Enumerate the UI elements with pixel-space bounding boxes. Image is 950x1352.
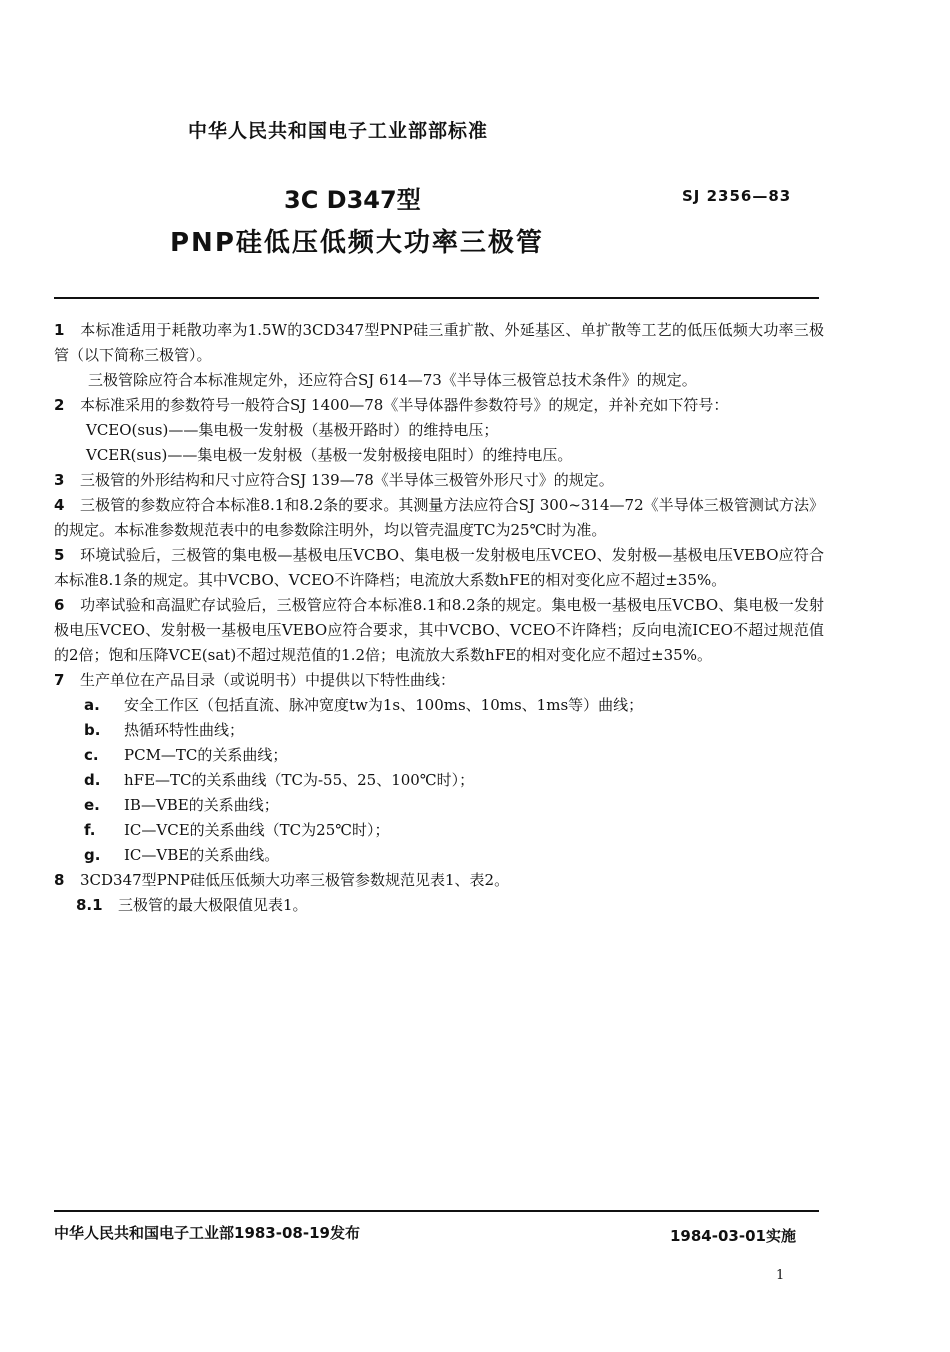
clause-text: 生产单位在产品目录（或说明书）中提供以下特性曲线： — [80, 671, 456, 689]
item-text: IC—VCE的关系曲线（TC为25℃时）； — [124, 821, 390, 839]
clause-number: 8.1 — [76, 896, 103, 914]
clause-1-para-2 — [54, 368, 824, 393]
clause-text: 功率试验和高温贮存试验后，三极管应符合本标准8.1和8.2条的规定。集电极一基极电压VCBO、集电极一发射极电压VCEO、发射极一基极电压VEBO应符合要求，其中VCBO、VCEO不许降档；反向电流ICEO不超过规范值的2倍；饱和压降VCE(sat)不超过规范值的1.2倍；电流放大系数hFE的相对变化应不超过±35%。 — [54, 596, 824, 664]
standard-number: SJ 2356—83 — [682, 187, 792, 205]
clause-text: 三极管的外形结构和尺寸应符合SJ 139—78《半导体三极管外形尺寸》的规定。 — [80, 471, 614, 489]
symbol-definition-1 — [54, 418, 824, 443]
issuer-heading: 中华人民共和国电子工业部部标准 — [188, 120, 489, 142]
clause-8 — [54, 868, 824, 893]
item-text: 安全工作区（包括直流、脉冲宽度tw为1s、100ms、10ms、1ms等）曲线； — [124, 696, 644, 714]
curve-item-f — [54, 818, 824, 843]
item-letter: d. — [84, 771, 101, 789]
curve-item-g — [54, 843, 824, 868]
issue-date: 中华人民共和国电子工业部1983-08-19发布 — [54, 1224, 360, 1242]
title-model: 3C D347型 — [284, 186, 421, 214]
clause-2 — [54, 393, 824, 418]
item-letter: f. — [84, 821, 96, 839]
clause-4 — [54, 493, 824, 543]
page-number: 1 — [776, 1268, 785, 1283]
clause-8-1 — [54, 893, 824, 918]
item-text: hFE—TC的关系曲线（TC为-55、25、100℃时）； — [124, 771, 475, 789]
clause-5 — [54, 543, 824, 593]
item-letter: g. — [84, 846, 101, 864]
clause-number: 8 — [54, 871, 65, 889]
clause-3 — [54, 468, 824, 493]
clause-text: 本标准采用的参数符号一般符合SJ 1400—78《半导体器件参数符号》的规定，并补充如下符号： — [80, 396, 729, 414]
clause-7 — [54, 668, 824, 693]
item-letter: a. — [84, 696, 100, 714]
item-letter: c. — [84, 746, 99, 764]
clause-number: 6 — [54, 596, 65, 614]
curve-item-d — [54, 768, 824, 793]
document-body — [54, 318, 824, 918]
clause-text: 三极管除应符合本标准规定外，还应符合SJ 614—73《半导体三极管总技术条件》的规定。 — [88, 371, 697, 389]
item-text: IC—VBE的关系曲线。 — [124, 846, 280, 864]
effective-date: 1984-03-01实施 — [670, 1227, 796, 1245]
symbol-text: VCER(sus)——集电极一发射极（基极一发射极接电阻时）的维持电压。 — [86, 446, 573, 464]
title-product: PNP硅低压低频大功率三极管 — [170, 228, 544, 258]
curve-item-c — [54, 743, 824, 768]
item-letter: b. — [84, 721, 101, 739]
clause-text: 环境试验后，三极管的集电极—基极电压VCBO、集电极一发射极电压VCEO、发射极—基极电压VEBO应符合本标准8.1条的规定。其中VCBO、VCEO不许降档；电流放大系数hFE的相对变化应不超过±35%。 — [54, 546, 824, 589]
clause-number: 4 — [54, 496, 65, 514]
clause-text: 三极管的最大极限值见表1。 — [118, 896, 308, 914]
clause-text: 3CD347型PNP硅低压低频大功率三极管参数规范见表1、表2。 — [80, 871, 510, 889]
clause-1 — [54, 318, 824, 368]
clause-text: 三极管的参数应符合本标准8.1和8.2条的要求。其测量方法应符合SJ 300~314—72《半导体三极管测试方法》的规定。本标准参数规范表中的电参数除注明外，均以管壳温度TC为25℃时为准。 — [54, 496, 824, 539]
top-rule — [54, 297, 819, 299]
clause-6 — [54, 593, 824, 668]
clause-number: 7 — [54, 671, 65, 689]
clause-number: 3 — [54, 471, 65, 489]
clause-text: 本标准适用于耗散功率为1.5W的3CD347型PNP硅三重扩散、外延基区、单扩散等工艺的低压低频大功率三极管（以下简称三极管）。 — [54, 321, 824, 364]
curve-item-e — [54, 793, 824, 818]
item-text: IB—VBE的关系曲线； — [124, 796, 279, 814]
symbol-text: VCEO(sus)——集电极一发射极（基极开路时）的维持电压； — [86, 421, 499, 439]
item-letter: e. — [84, 796, 100, 814]
clause-number: 5 — [54, 546, 65, 564]
curve-item-a — [54, 693, 824, 718]
curve-item-b — [54, 718, 824, 743]
item-text: PCM—TC的关系曲线； — [124, 746, 288, 764]
item-text: 热循环特性曲线； — [124, 721, 245, 739]
bottom-rule — [54, 1210, 819, 1212]
clause-number: 1 — [54, 321, 65, 339]
symbol-definition-2 — [54, 443, 824, 468]
clause-number: 2 — [54, 396, 65, 414]
